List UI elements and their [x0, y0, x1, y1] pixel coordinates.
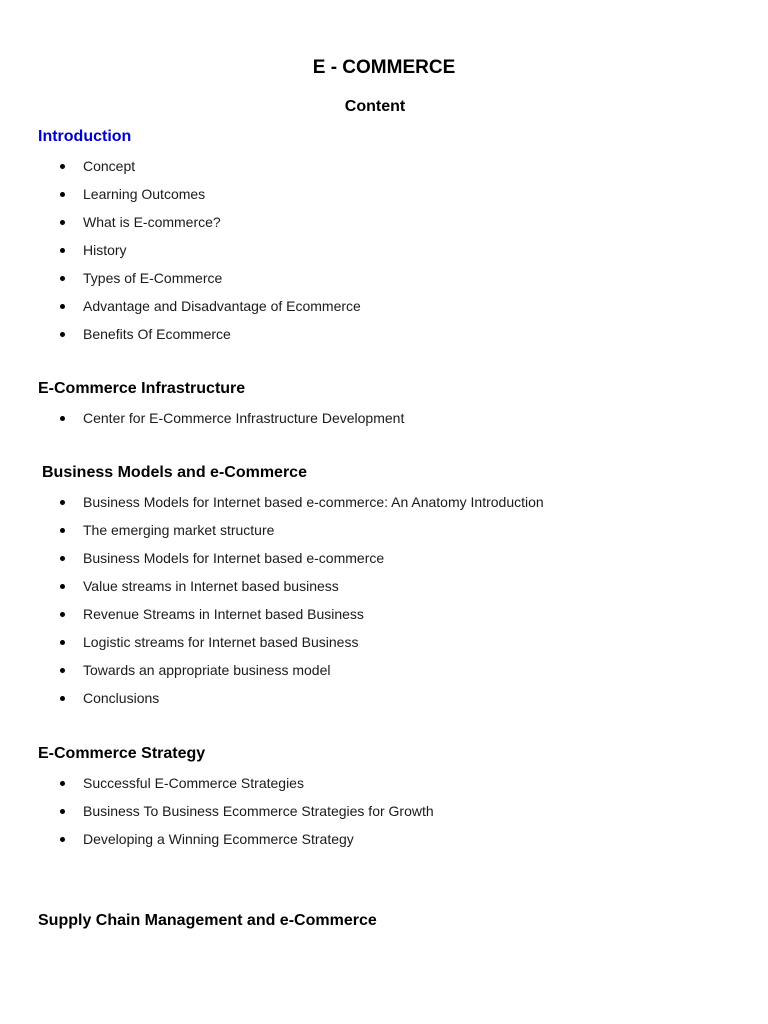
bullet-list: [38, 152, 738, 348]
section-heading: E-Commerce Strategy: [38, 745, 206, 762]
list-item: What is E-commerce?: [38, 208, 738, 236]
section-heading: E-Commerce Infrastructure: [38, 380, 246, 397]
document-subtitle: Content: [344, 98, 406, 115]
list-item: Logistic streams for Internet based Business: [38, 628, 742, 656]
list-item: Business Models for Internet based e-commerce: An Anatomy Introduction: [38, 488, 742, 516]
list-item: Learning Outcomes: [38, 180, 738, 208]
list-item: Towards an appropriate business model: [38, 656, 742, 684]
list-item: Developing a Winning Ecommerce Strategy: [38, 825, 738, 853]
document-title: E - COMMERCE: [312, 57, 456, 78]
section-business-models: [42, 462, 742, 712]
section-heading: Business Models and e-Commerce: [42, 464, 307, 481]
section-infrastructure: [38, 378, 738, 432]
list-item: Value streams in Internet based business: [38, 572, 742, 600]
list-item: Successful E-Commerce Strategies: [38, 769, 738, 797]
list-item: Conclusions: [38, 684, 742, 712]
list-item: Revenue Streams in Internet based Business: [38, 600, 742, 628]
bullet-list: [38, 769, 738, 853]
list-item: Benefits Of Ecommerce: [38, 320, 738, 348]
list-item: Concept: [38, 152, 738, 180]
section-heading: Supply Chain Management and e-Commerce: [38, 912, 377, 929]
bullet-list: [38, 404, 738, 432]
list-item: Center for E-Commerce Infrastructure Development: [38, 404, 738, 432]
list-item: The emerging market structure: [38, 516, 742, 544]
list-item: Business Models for Internet based e-commerce: [38, 544, 742, 572]
list-item: Types of E-Commerce: [38, 264, 738, 292]
list-item: Business To Business Ecommerce Strategies for Growth: [38, 797, 738, 825]
section-introduction: [38, 126, 738, 348]
section-heading: Introduction: [38, 128, 132, 145]
bullet-list: [38, 488, 742, 712]
section-supply-chain: [38, 910, 738, 932]
list-item: Advantage and Disadvantage of Ecommerce: [38, 292, 738, 320]
list-item: History: [38, 236, 738, 264]
section-strategy: [38, 743, 738, 853]
